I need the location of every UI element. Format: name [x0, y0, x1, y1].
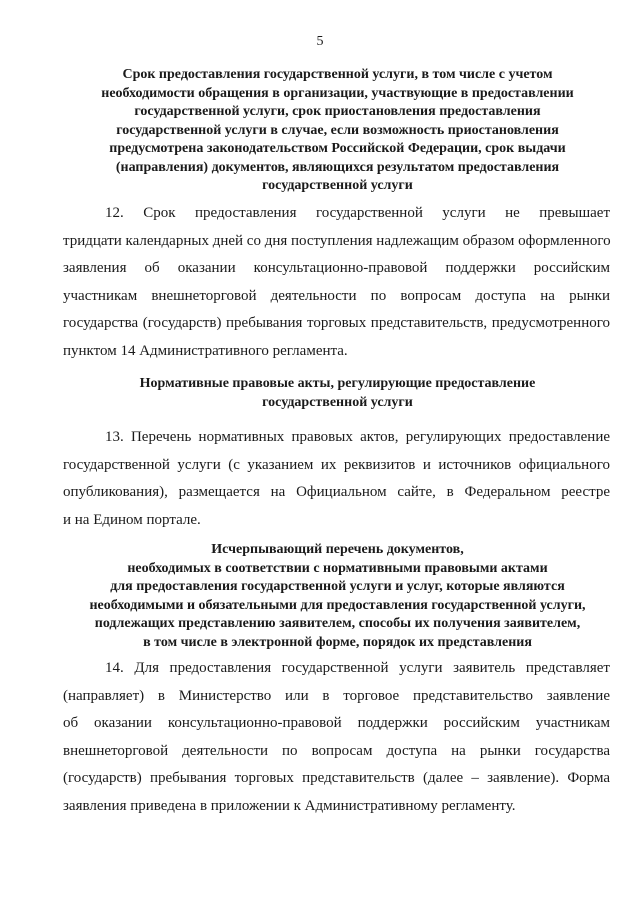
paragraph-13: [63, 424, 610, 534]
heading-line: необходимых в соответствии с нормативными правовыми актами: [127, 560, 548, 576]
heading-line: для предоставления государственной услуги и услуг, которые являются: [110, 579, 565, 594]
paragraph-12: [63, 200, 610, 365]
section-heading-documents: [60, 541, 615, 652]
heading-line: Срок предоставления государственной услуги, в том числе с учетом: [122, 67, 553, 82]
paragraph-line: опубликования), размещается на Официальном сайте, в Федеральном реестре: [63, 484, 610, 500]
paragraph-14: [63, 655, 610, 820]
heading-line: в том числе в электронной форме, порядок их представления: [143, 634, 532, 650]
section-heading-term: [60, 66, 615, 196]
heading-line: необходимыми и обязательными для предоставления государственной услуги,: [89, 597, 586, 613]
paragraph-line: и на Едином портале.: [63, 511, 201, 528]
heading-line: (направления) документов, являющихся результатом предоставления: [115, 159, 560, 175]
heading-line: государственной услуги: [262, 178, 413, 193]
paragraph-line: 13. Перечень нормативных правовых актов, регулирующих предоставление: [105, 429, 610, 445]
heading-line: Исчерпывающий перечень документов,: [211, 542, 464, 557]
paragraph-line: тридцати календарных дней со дня поступления надлежащим образом оформленного: [63, 232, 611, 249]
heading-line: государственной услуги в случае, если возможность приостановления: [116, 122, 559, 138]
heading-line: государственной услуги: [262, 394, 413, 410]
paragraph-line: 12. Срок предоставления государственной услуги не превышает: [105, 205, 610, 221]
paragraph-line: пунктом 14 Административного регламента.: [63, 342, 348, 359]
paragraph-line: государственной услуги (с указанием их реквизитов и источников официального: [63, 456, 610, 473]
paragraph-line: (государств) пребывания торговых представительств (далее – заявление). Форма: [63, 770, 610, 786]
heading-line: необходимости обращения в организации, участвующие в предоставлении: [101, 85, 574, 101]
heading-line: подлежащих представлению заявителем, способы их получения заявителем,: [94, 616, 581, 631]
paragraph-line: об оказании консультационно-правовой поддержки российским участникам: [63, 715, 610, 731]
page-number: 5: [316, 34, 324, 49]
paragraph-line: заявления об оказании консультационно-правовой поддержки российским: [63, 260, 610, 276]
paragraph-line: заявления приведена в приложении к Административному регламенту.: [63, 797, 516, 814]
paragraph-line: государства (государств) пребывания торговых представительств, предусмотренного: [63, 315, 610, 331]
heading-line: государственной услуги, срок приостановления предоставления: [134, 104, 541, 119]
heading-line: Нормативные правовые акты, регулирующие предоставление: [139, 376, 536, 391]
paragraph-line: (направляет) в Министерство или в торговое представительство заявление: [63, 687, 610, 704]
paragraph-line: 14. Для предоставления государственной услуги заявитель представляет: [105, 660, 610, 676]
paragraph-line: участникам внешнеторговой деятельности по вопросам доступа на рынки: [63, 287, 610, 304]
heading-line: предусмотрена законодательством Российской Федерации, срок выдачи: [109, 141, 566, 156]
paragraph-line: внешнеторговой деятельности по вопросам доступа на рынки государства: [63, 742, 610, 759]
section-heading-legal-acts: [60, 375, 615, 412]
